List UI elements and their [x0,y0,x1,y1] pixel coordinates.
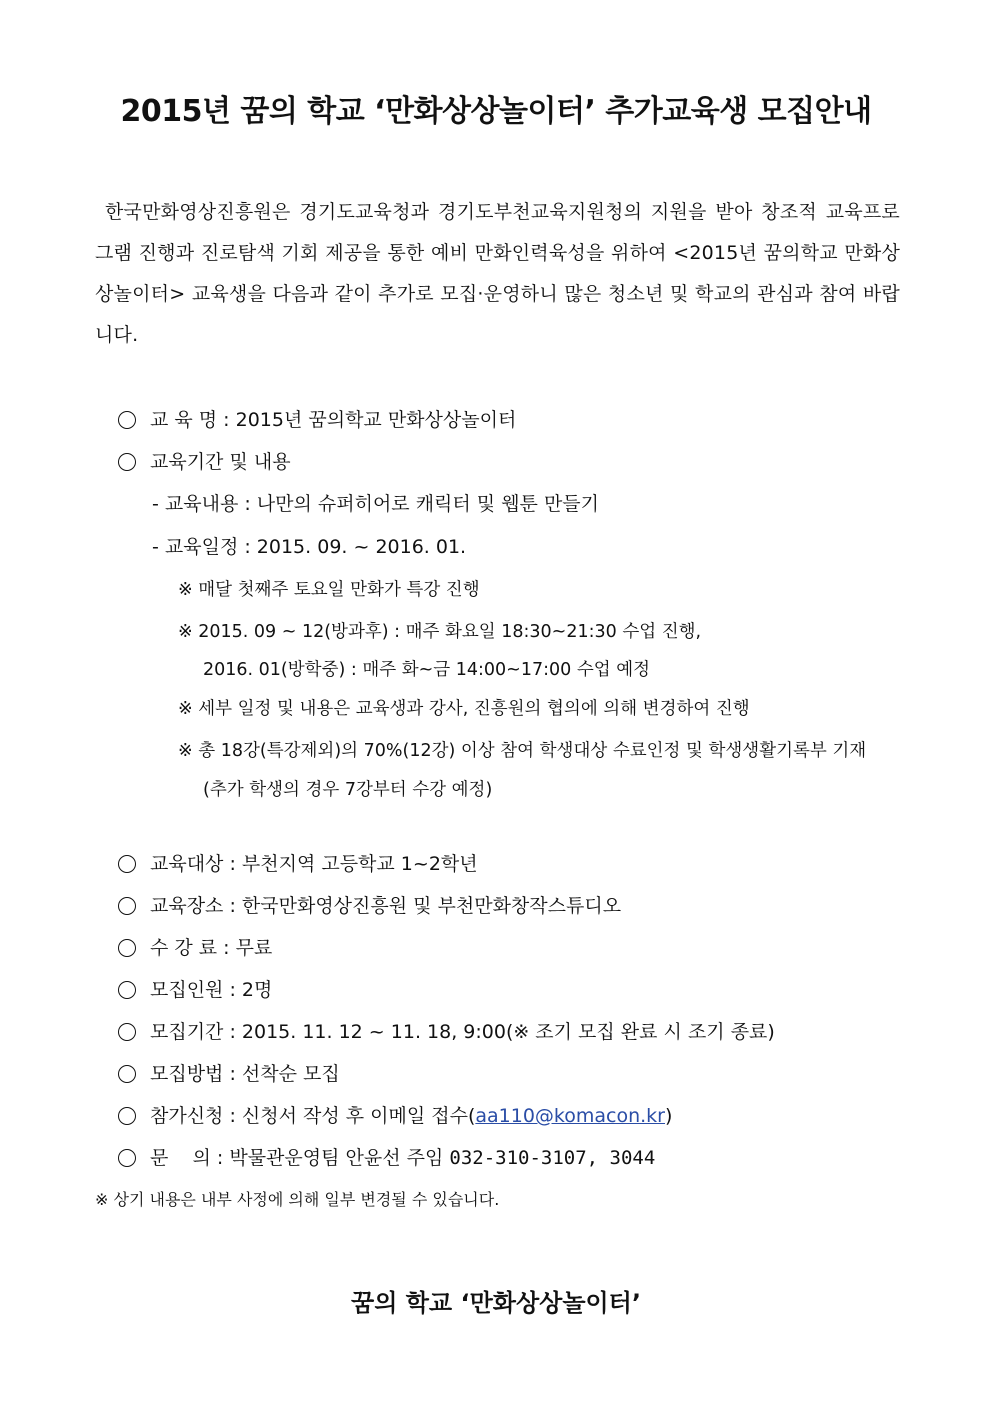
note-class-schedule-1: ※ 2015. 09 ~ 12(방과후) : 매주 화요일 18:30~21:30 수업 진행, [178,622,702,642]
intro-text: 한국만화영상진흥원은 경기도교육청과 경기도부천교육지원청의 지원을 받아 창조적 교육프로그램 진행과 진로탐색 기회 제공을 통한 예비 만화인력육성을 위하여 <2015년 꿈의학교 만화상상놀이터> 교육생을 다음과 같이 추가로 모집·운영하니 많은 청소년 및 학교의 관심과 참여 바랍니다. [95,201,900,346]
footnote: ※ 상기 내용은 내부 사정에 의해 일부 변경될 수 있습니다. [95,1190,500,1209]
item-apply: 참가신청 : 신청서 작성 후 이메일 접수(aa110@komacon.kr) [118,1103,672,1129]
item-recruit-period: 모집기간 : 2015. 11. 12 ~ 11. 18, 9:00(※ 조기 모집 완료 시 조기 종료) [118,1019,775,1045]
circle-bullet-icon [118,453,136,471]
circle-bullet-icon [118,939,136,957]
item-fee: 수 강 료 : 무료 [118,935,272,961]
email-link[interactable]: aa110@komacon.kr [475,1105,665,1127]
item-quota: 모집인원 : 2명 [118,977,272,1003]
item-place: 교육장소 : 한국만화영상진흥원 및 부천만화창작스튜디오 [118,893,621,919]
circle-bullet-icon [118,981,136,999]
circle-bullet-icon [118,1023,136,1041]
note-special-lecture: ※ 매달 첫째주 토요일 만화가 특강 진행 [178,580,480,600]
item-schedule-detail: - 교육일정 : 2015. 09. ~ 2016. 01. [152,536,467,558]
circle-bullet-icon [118,1107,136,1125]
circle-bullet-icon [118,855,136,873]
item-contact: 문 의 : 박물관운영팀 안윤선 주임 032-310-3107, 3044 [118,1145,655,1171]
circle-bullet-icon [118,1065,136,1083]
circle-bullet-icon [118,411,136,429]
note-completion-2: (추가 학생의 경우 7강부터 수강 예정) [203,780,493,800]
note-schedule-change: ※ 세부 일정 및 내용은 교육생과 강사, 진흥원의 협의에 의해 변경하여 진행 [178,699,750,719]
footer-title: 꿈의 학교 ‘만화상상놀이터’ [351,1289,641,1317]
item-method: 모집방법 : 선착순 모집 [118,1061,340,1087]
intro-paragraph [95,192,900,356]
circle-bullet-icon [118,1149,136,1167]
item-course-name: 교 육 명 : 2015년 꿈의학교 만화상상놀이터 [118,407,516,433]
item-period-content: 교육기간 및 내용 [118,449,291,475]
item-target: 교육대상 : 부천지역 고등학교 1~2학년 [118,851,478,877]
note-class-schedule-2: 2016. 01(방학중) : 매주 화~금 14:00~17:00 수업 예정 [203,660,651,680]
item-content-detail: - 교육내용 : 나만의 슈퍼히어로 캐릭터 및 웹툰 만들기 [152,493,600,515]
contact-phone: 032-310-3107, 3044 [449,1147,656,1169]
page-title: 2015년 꿈의 학교 ‘만화상상놀이터’ 추가교육생 모집안내 [120,94,872,129]
note-completion-1: ※ 총 18강(특강제외)의 70%(12강) 이상 참여 학생대상 수료인정 및 학생생활기록부 기재 [178,741,867,761]
circle-bullet-icon [118,897,136,915]
